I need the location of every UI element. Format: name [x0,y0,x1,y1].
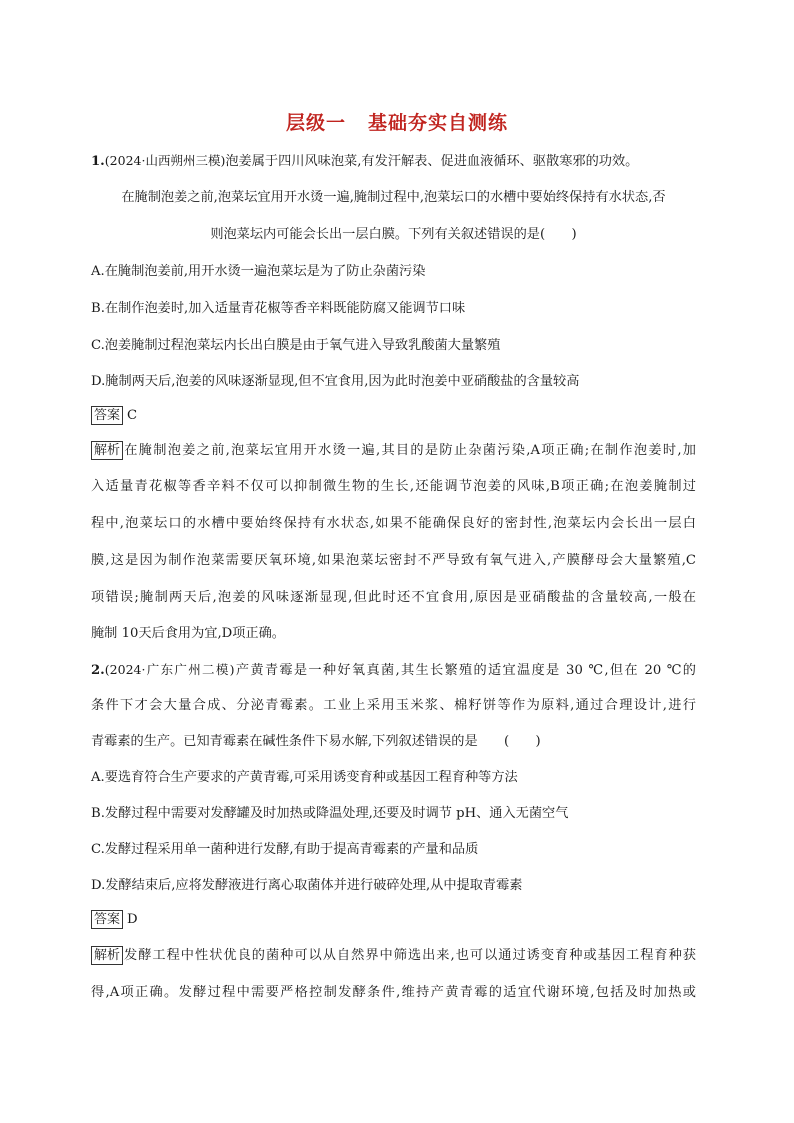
q2-option-c: C.发酵过程采用单一菌种进行发酵,有助于提高青霉素的产量和品质 [91,842,479,857]
q2-stem-line-2: 条件下才会大量合成、分泌青霉素。工业上采用玉米浆、棉籽饼等作为原料,通过合理设计,进行 [91,698,696,713]
q1-analysis-line-4: 膜,这是因为制作泡菜需要厌氧环境,如果泡菜坛密封不严导致有氧气进入,产膜酵母会大量繁殖,C [91,553,696,568]
q1-option-b: B.在制作泡姜时,加入适量青花椒等香辛料既能防腐又能调节口味 [91,301,466,316]
q1-analysis-line-3: 程中,泡菜坛口的水槽中要始终保持有水状态,如果不能确保良好的密封性,泡菜坛内会长出一层白 [91,516,696,531]
q1-option-a: A.在腌制泡姜前,用开水烫一遍泡菜坛是为了防止杂菌污染 [91,264,426,279]
q2-analysis-line-1 [91,943,696,969]
q2-source: (2024·广东广州二模) [104,662,235,677]
q1-answer-label: 答案 [91,406,123,425]
q2-analysis-text-1: 发酵工程中性状优良的菌种可以从自然界中筛选出来,也可以通过诱变育种或基因工程育种获 [123,948,696,963]
q2-option-d: D.发酵结束后,应将发酵液进行离心取菌体并进行破碎处理,从中提取青霉素 [91,878,523,893]
q1-analysis-line-5: 项错误;腌制两天后,泡姜的风味逐渐显现,但此时还不宜食用,原因是亚硝酸盐的含量较高,一般在 [91,590,696,605]
q1-option-d: D.腌制两天后,泡姜的风味逐渐显现,但不宜食用,因为此时泡姜中亚硝酸盐的含量较高 [91,374,580,389]
q1-stem-text-1: 泡姜属于四川风味泡菜,有发汗解表、促进血液循环、驱散寒邪的功效。 [225,154,639,169]
section-title-level: 层级一 [285,112,346,134]
q2-analysis-line-2: 得,A项正确。发酵过程中需要严格控制发酵条件,维持产黄青霉的适宜代谢环境,包括及时加热或 [91,985,696,1000]
q1-number: 1. [91,154,105,169]
q2-stem-text-1: 产黄青霉是一种好氧真菌,其生长繁殖的适宜温度是 30 ℃,但在 20 ℃的 [234,663,696,678]
q1-analysis-line-6: 腌制 10天后食用为宜,D项正确。 [91,626,285,641]
q2-answer [91,907,696,933]
q1-stem-line-1 [91,148,696,175]
q2-answer-value: D [127,912,138,927]
q1-analysis-text-1: 在腌制泡姜之前,泡菜坛宜用开水烫一遍,其目的是防止杂菌污染,A项正确;在制作泡姜时,加 [123,443,696,458]
q1-answer [91,403,696,429]
q1-option-c: C.泡姜腌制过程泡菜坛内长出白膜是由于氧气进入导致乳酸菌大量繁殖 [91,338,501,353]
q1-analysis-line-1 [91,438,696,464]
q2-option-b: B.发酵过程中需要对发酵罐及时加热或降温处理,还要及时调节 pH、通入无菌空气 [91,806,569,821]
q2-stem-line-3: 青霉素的生产。已知青霉素在碱性条件下易水解,下列叙述错误的是 ( ) [91,734,541,749]
q2-answer-label: 答案 [91,910,123,929]
section-title-name: 基础夯实自测练 [368,112,509,134]
q1-stem-line-2: 在腌制泡姜之前,泡菜坛宜用开水烫一遍,腌制过程中,泡菜坛口的水槽中要始终保持有水状态,否 [121,190,666,205]
q1-source: (2024·山西朔州三模) [104,153,226,168]
q1-answer-value: C [127,408,138,423]
q2-number: 2. [91,663,105,678]
q2-analysis-label: 解析 [91,946,123,965]
q1-analysis-label: 解析 [91,441,123,460]
q1-stem-line-3: 则泡菜坛内可能会长出一层白膜。下列有关叙述错误的是( ) [210,227,577,242]
q1-analysis-line-2: 入适量青花椒等香辛料不仅可以抑制微生物的生长,还能调节泡姜的风味,B项正确;在泡姜腌制过 [91,479,696,494]
q2-stem-line-1 [91,657,696,684]
q2-option-a: A.要选育符合生产要求的产黄青霉,可采用诱变育种或基因工程育种等方法 [91,770,518,785]
section-title [0,108,794,135]
